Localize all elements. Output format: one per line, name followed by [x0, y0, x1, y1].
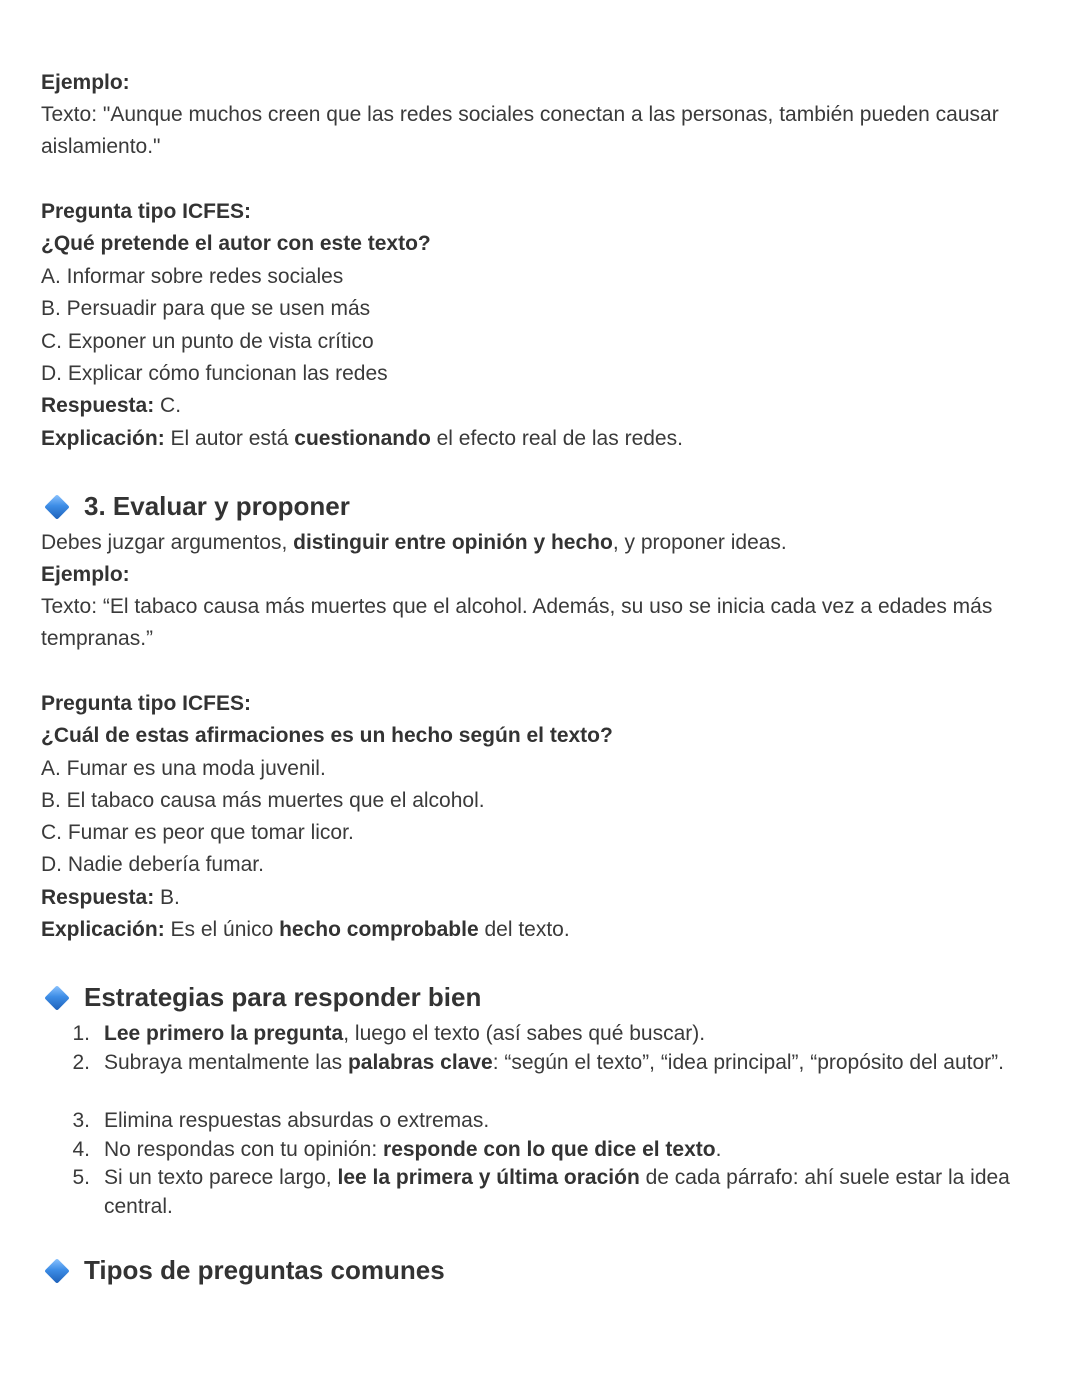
example-text: Texto: “El tabaco causa más muertes que el alcohol. Además, su uso se inicia cada vez a edades más tempranas.”: [41, 595, 993, 650]
strategy-item: 5. Si un texto parece largo, lee la primera y última oración de cada párrafo: ahí suele estar la idea central.: [72, 1166, 1010, 1218]
option-c: C. Exponer un punto de vista crítico: [41, 330, 374, 353]
option-b: B. El tabaco causa más muertes que el alcohol.: [41, 789, 485, 812]
blue-diamond-icon: [44, 985, 69, 1010]
option-a: A. Fumar es una moda juvenil.: [41, 757, 326, 780]
answer-line: Respuesta: B.: [41, 886, 180, 909]
blue-diamond-icon: [44, 494, 69, 519]
section-3-heading: 3. Evaluar y proponer: [44, 489, 350, 523]
common-types-heading: Tipos de preguntas comunes: [44, 1253, 445, 1287]
option-a: A. Informar sobre redes sociales: [41, 265, 344, 288]
example-text: Texto: "Aunque muchos creen que las redes sociales conectan a las personas, también pueden causar aislamiento.": [41, 103, 999, 158]
section-3-intro: Debes juzgar argumentos, distinguir entre opinión y hecho, y proponer ideas.: [41, 531, 787, 554]
answer-line: Respuesta: C.: [41, 394, 182, 417]
explanation-line: Explicación: Es el único hecho comprobable del texto.: [41, 918, 570, 941]
strategies-heading: Estrategias para responder bien: [44, 980, 481, 1014]
example-label: Ejemplo:: [41, 563, 130, 586]
option-c: C. Fumar es peor que tomar licor.: [41, 821, 354, 844]
question-type-label: Pregunta tipo ICFES:: [41, 692, 251, 715]
explanation-line: Explicación: El autor está cuestionando el efecto real de las redes.: [41, 427, 683, 450]
strategy-item: 3. Elimina respuestas absurdas o extremas.: [72, 1109, 490, 1132]
question-type-label: Pregunta tipo ICFES:: [41, 200, 251, 223]
question-text: ¿Cuál de estas afirmaciones es un hecho según el texto?: [41, 724, 613, 747]
strategy-item: 4. No respondas con tu opinión: responde con lo que dice el texto.: [72, 1138, 722, 1161]
question-text: ¿Qué pretende el autor con este texto?: [41, 232, 431, 255]
strategy-item: 2. Subraya mentalmente las palabras clave: “según el texto”, “idea principal”, “propósito del autor”.: [72, 1051, 1004, 1074]
option-b: B. Persuadir para que se usen más: [41, 297, 371, 320]
strategy-item: 1. Lee primero la pregunta, luego el texto (así sabes qué buscar).: [72, 1022, 706, 1045]
option-d: D. Explicar cómo funcionan las redes: [41, 362, 388, 385]
blue-diamond-icon: [44, 1258, 69, 1283]
example-label: Ejemplo:: [41, 71, 130, 94]
option-d: D. Nadie debería fumar.: [41, 853, 264, 876]
